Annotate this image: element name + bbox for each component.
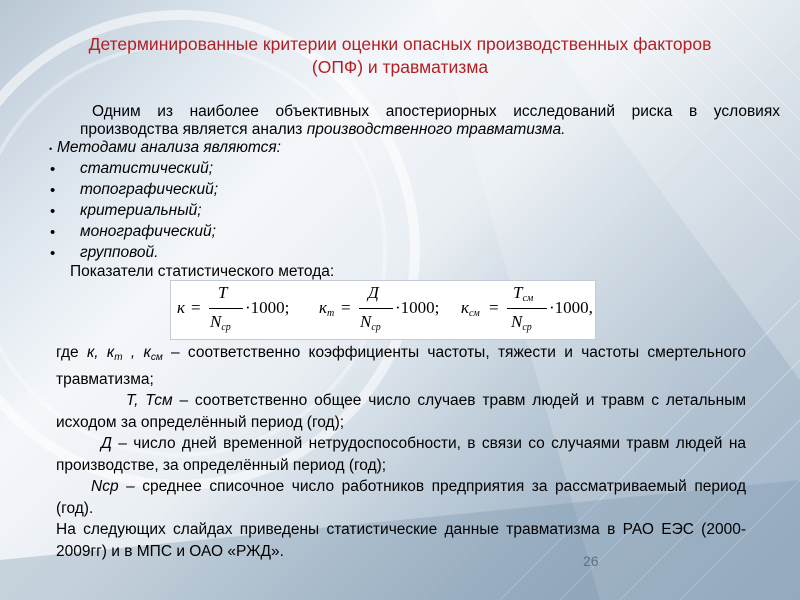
formula-multiplier: ·1000; [245,298,290,317]
formula-denominator [360,312,381,333]
list-item [48,243,218,264]
method-label: групповой. [80,244,159,261]
formula-equals: = [191,298,201,317]
definition-symbol: , к [122,344,151,361]
formula-t: T [513,283,523,302]
definition-line: На следующих слайдах приведены статистические данные травматизма в РАО ЕЭС (2000-2009гг) и в МПС и ОАО «РЖД». [56,521,746,560]
definition-text: – среднее списочное число работников предприятия за рассматриваемый период (год). [56,478,746,517]
method-label: критериальный; [80,202,202,219]
formula-k [177,281,307,339]
fraction-line [209,308,243,309]
list-item [48,201,218,222]
definition-subscript: т [114,352,123,363]
definition-symbol: Д [101,435,112,452]
definition-text: – число дней временной нетрудоспособности, в связи со случаями травм людей на производстве, за определённый период (год); [56,435,746,474]
bullet-icon: • [50,161,56,178]
title-line-2: (ОПФ) и травматизма [311,57,489,77]
formula-symbol: к [177,298,185,317]
definition-line [56,433,746,476]
formula-subscript: ср [522,322,532,333]
definition-text: где [56,344,87,361]
bullet-icon: • [50,245,56,262]
method-label: монографический; [80,223,216,240]
formula-subscript: т [326,308,335,319]
formula-numerator: T [218,283,228,302]
formula-subscript: ср [221,322,231,333]
definition-symbol: Nср [91,478,119,495]
list-item [48,222,218,243]
fraction-line [507,308,547,309]
methods-list [48,159,218,264]
fraction-line [359,308,393,309]
methods-heading-text: Методами анализа являются: [57,139,281,156]
formula-box [170,280,596,340]
definition-line [56,476,746,519]
formula-equals: = [341,298,351,317]
formula-symbol [461,298,480,319]
intro-text: Одним из наиболее объективных апостериорных исследований риска в условиях производства является анализ [80,103,780,138]
list-item [48,159,218,180]
formula-denominator [511,312,532,333]
definition-symbol: к, к [86,344,115,361]
title-line-1: Детерминированные критерии оценки опасных производственных факторов [88,34,712,54]
method-label: статистический; [80,160,214,177]
formula-k-letter: к [461,298,469,317]
definition-text: – соответственно общее число случаев травм людей и травм с летальным исходом за определённый период (год); [56,392,746,431]
definitions [56,342,746,562]
formula-numerator [513,283,533,304]
definition-line [56,342,746,390]
formula-equals: = [489,298,499,317]
methods-heading [49,139,281,157]
formula-multiplier: ·1000, [549,298,593,317]
formula-symbol [319,298,334,319]
page-number: 26 [583,553,599,569]
formula-n: N [210,312,222,331]
definition-subscript: см [150,352,163,363]
formula-k-letter: к [319,298,327,317]
formula-numerator: Д [368,283,379,302]
formula-kt [319,281,459,339]
formula-n: N [360,312,372,331]
bullet-icon: • [49,144,53,154]
formula-ksm [461,281,593,339]
slide-title [30,33,770,79]
formula-subscript: см [468,308,480,319]
method-label: топографический; [80,181,219,198]
formula-denominator [210,312,231,333]
intro-italic-text: производственного травматизма. [306,121,566,138]
bullet-icon: • [50,224,56,241]
definition-text: – соответственно коэффициенты частоты, тяжести и частоты смертельного травматизма; [56,344,746,388]
definition-line [56,390,746,433]
stats-heading: Показатели статистического метода: [70,263,335,280]
bullet-icon: • [50,203,56,220]
intro-paragraph [80,103,780,139]
formula-multiplier: ·1000; [395,298,440,317]
definition-symbol: Т, Тсм [126,392,173,409]
bullet-icon: • [50,182,56,199]
list-item [48,180,218,201]
formula-n: N [511,312,523,331]
formula-subscript: см [522,293,534,304]
formula-subscript: ср [371,322,381,333]
